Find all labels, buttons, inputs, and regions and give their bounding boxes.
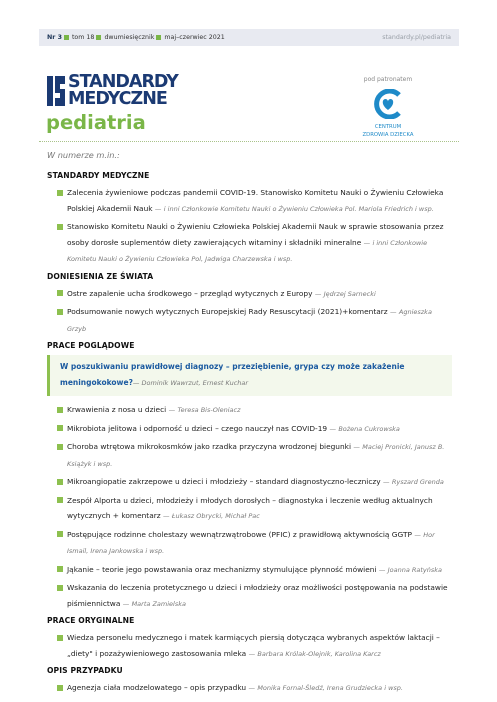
article-item[interactable]: Agenezja ciała modzelowatego – opis przypadku — Monika Fornal-Śledź, Irena Grudziecka i wsp.	[47, 680, 452, 697]
article-authors: Jędrzej Sarnecki	[323, 289, 376, 298]
article-title: Mikroangiopatie zakrzepowe u dzieci i młodzieży – standard diagnostyczno-leczniczy	[67, 477, 381, 486]
section-poglad	[47, 341, 452, 612]
article-item[interactable]: Mikrobiota jelitowa i odporność u dzieci – czego nauczył nas COVID-19 — Bożena Cukrowska	[47, 421, 452, 438]
article-item[interactable]: Podsumowanie nowych wytycznych Europejskiej Rady Resuscytacji (2021)+komentarz — Agnieszka Grzyb	[47, 304, 452, 337]
patronage-label: pod patronatem	[363, 76, 413, 83]
bullet-square-icon	[57, 309, 63, 315]
section-title: OPIS PRZYPADKU	[47, 666, 123, 675]
bullet-square-icon	[57, 635, 63, 641]
article-title: Agenezja ciała modzelowatego – opis przypadku	[67, 683, 247, 692]
article-title: Krwawienia z nosa u dzieci	[67, 405, 167, 414]
bullet-square-icon	[57, 407, 63, 413]
patronage-block	[358, 76, 418, 138]
article-title: Zespół Alporta u dzieci, młodzieży i młodych dorosłych – diagnostyka i leczenie według aktualnych wytycznych + komentarz	[67, 495, 433, 520]
czd-logo-icon	[371, 89, 405, 119]
bullet-square-icon	[57, 685, 63, 691]
article-title: Ostre zapalenie ucha środkowego – przegląd wytycznych z Europy	[67, 288, 313, 298]
article-item[interactable]: Wskazania do leczenia protetycznego u dzieci i młodzieży oraz możliwości postępowania na podstawie piśmiennictwa — Marta Zamielska	[47, 580, 452, 612]
volume: tom 18	[71, 34, 95, 41]
bullet-square-icon	[57, 444, 63, 450]
separator-square	[64, 35, 69, 40]
article-authors: Marta Zamielska	[131, 599, 186, 608]
issue-date: maj–czerwiec 2021	[164, 34, 225, 41]
article-authors: i inni Członkowie Komitetu Nauki o Żywieniu Człowieka Pol. Mariola Friedrich i wsp.	[163, 204, 434, 213]
article-title: Podsumowanie nowych wytycznych Europejskiej Rady Resuscytacji (2021)+komentarz	[67, 307, 388, 316]
issue-number: Nr 3	[47, 34, 62, 41]
featured-article-authors: Dominik Wawrzut, Ernest Kuchar	[141, 378, 249, 387]
separator-square	[96, 35, 101, 40]
article-item[interactable]: Postępujące rodzinne cholestazy wewnątrzwątrobowe (PFIC) z prawidłową aktywnością GGTP — Hor Ismail, Irena Jankowska i wsp.	[47, 527, 452, 560]
bullet-square-icon	[57, 425, 63, 431]
section-title: STANDARDY MEDYCZNE	[47, 171, 150, 180]
article-authors: Teresa Bis-Oleniacz	[177, 406, 241, 414]
article-authors: Hor Ismail, Irena Jankowska i wsp.	[67, 530, 435, 555]
article-title: Mikrobiota jelitowa i odporność u dzieci – czego nauczył nas COVID-19	[67, 423, 328, 433]
logo-line-1: STANDARDY	[68, 72, 178, 92]
article-item[interactable]: Stanowisko Komitetu Nauki o Żywieniu Człowieka Polskiej Akademii Nauk w sprawie stosowania przez osoby dorosłe suplementów diety zawierających witaminy i składniki mineralne — i inni Członkowie Komitetu Nauki o Żywieniu Człowieka Pol, Jadwiga Charzewska i wsp.	[47, 219, 452, 268]
article-title: Wiedza personelu medycznego i matek karmiących piersią dotycząca wybranych aspektów laktacji – „diety" i pozażywieniowego zastosowania mleka	[67, 633, 440, 658]
section-oryginalne	[47, 616, 452, 662]
article-item[interactable]: Mikroangiopatie zakrzepowe u dzieci i młodzieży – standard diagnostyczno-leczniczy — Ryszard Grenda	[47, 474, 452, 491]
bullet-square-icon	[57, 585, 63, 591]
patronage-org-line-1: CENTRUM	[374, 124, 402, 130]
journal-title: pediatria	[46, 111, 146, 134]
site-url[interactable]: standardy.pl/pediatria	[382, 34, 451, 41]
featured-article-title: W poszukiwaniu prawidłowej diagnozy – przeziębienie, grypa czy może zakażenie meningokokowe?	[60, 362, 405, 387]
section-doniesienia	[47, 272, 452, 338]
section-title: PRACE POGLĄDOWE	[47, 341, 135, 350]
article-authors: Monika Fornal-Śledź, Irena Grudziecka i wsp.	[257, 684, 403, 692]
intro-text: W numerze m.in.:	[47, 150, 120, 160]
featured-article[interactable]: W poszukiwaniu prawidłowej diagnozy – przeziębienie, grypa czy może zakażenie meningokokowe?— Dominik Wawrzut, Ernest Kuchar	[47, 355, 452, 396]
article-title: Stanowisko Komitetu Nauki o Żywieniu Człowieka Polskiej Akademii Nauk w sprawie stosowania przez osoby dorosłe suplementów diety zawierających witaminy i składniki mineralne	[67, 222, 444, 247]
bullet-square-icon	[57, 479, 63, 485]
table-of-contents	[47, 150, 452, 699]
article-item[interactable]: Krwawienia z nosa u dzieci — Teresa Bis-Oleniacz	[47, 402, 452, 419]
bullet-square-icon	[57, 190, 63, 196]
article-authors: Łukasz Obrycki, Michał Pac	[171, 512, 260, 520]
patronage-org-line-2: ZDROWIA DZIECKA	[362, 131, 414, 138]
article-item[interactable]: Choroba wtrętowa mikrokosmków jako rzadka przyczyna wrodzonej biegunki — Maciej Pronicki, Janusz B. Książyk i wsp.	[47, 439, 452, 472]
article-item[interactable]: Ostre zapalenie ucha środkowego – przegląd wytycznych z Europy — Jędrzej Sarnecki	[47, 286, 452, 303]
divider	[39, 141, 459, 142]
separator-square	[156, 35, 161, 40]
bullet-square-icon	[57, 497, 63, 503]
bullet-square-icon	[57, 566, 63, 572]
article-authors: Maciej Pronicki, Janusz B. Książyk i wsp.	[67, 443, 445, 468]
frequency: dwumiesięcznik	[104, 34, 155, 41]
bullet-square-icon	[57, 531, 63, 537]
article-item[interactable]: Zalecenia żywieniowe podczas pandemii COVID-19. Stanowisko Komitetu Nauki o Żywieniu Człowieka Polskiej Akademii Nauk — i inni Członkowie Komitetu Nauki o Żywieniu Człowieka Pol. Mariola Friedrich i wsp.	[47, 185, 452, 217]
article-item[interactable]: Zespół Alporta u dzieci, młodzieży i młodych dorosłych – diagnostyka i leczenie według aktualnych wytycznych + komentarz — Łukasz Obrycki, Michał Pac	[47, 493, 452, 525]
article-authors: Ryszard Grenda	[391, 478, 444, 486]
article-item[interactable]: Jąkanie – teorie jego powstawania oraz mechanizmy stymulujące płynność mówieni — Joanna Ratyńska	[47, 562, 452, 579]
article-title: Zalecenia żywieniowe podczas pandemii COVID-19. Stanowisko Komitetu Nauki o Żywieniu Człowieka Polskiej Akademii Nauk	[67, 188, 444, 213]
article-title: Wskazania do leczenia protetycznego u dzieci i młodzieży oraz możliwości postępowania na podstawie piśmiennictwa	[67, 583, 448, 608]
article-authors: Joanna Ratyńska	[387, 565, 443, 574]
article-authors: Agnieszka Grzyb	[67, 308, 432, 333]
logo-line-2: MEDYCZNE	[68, 89, 167, 109]
article-title: Postępujące rodzinne cholestazy wewnątrzwątrobowe (PFIC) z prawidłową aktywnością GGTP	[67, 529, 412, 539]
article-authors: i inni Członkowie Komitetu Nauki o Żywieniu Człowieka Pol, Jadwiga Charzewska i wsp.	[67, 238, 428, 263]
section-przypadek	[47, 666, 452, 697]
bullet-square-icon	[57, 224, 63, 230]
article-authors: Barbara Królak-Olejnik, Karolina Karcz	[257, 649, 381, 658]
article-title: Jąkanie – teorie jego powstawania oraz mechanizmy stymulujące płynność mówieni	[67, 564, 377, 574]
section-standardy	[47, 171, 452, 268]
section-title: DONIESIENIA ZE ŚWIATA	[47, 271, 154, 281]
issue-info-bar	[39, 29, 459, 46]
logo-mark-icon	[47, 74, 65, 108]
section-title: PRACE ORYGINALNE	[47, 616, 135, 625]
bullet-square-icon	[57, 290, 63, 296]
article-item[interactable]: Wiedza personelu medycznego i matek karmiących piersią dotycząca wybranych aspektów laktacji – „diety" i pozażywieniowego zastosowania mleka — Barbara Królak-Olejnik, Karolina Karcz	[47, 630, 452, 662]
article-title: Choroba wtrętowa mikrokosmków jako rzadka przyczyna wrodzonej biegunki	[67, 442, 352, 451]
article-authors: Bożena Cukrowska	[338, 424, 400, 433]
